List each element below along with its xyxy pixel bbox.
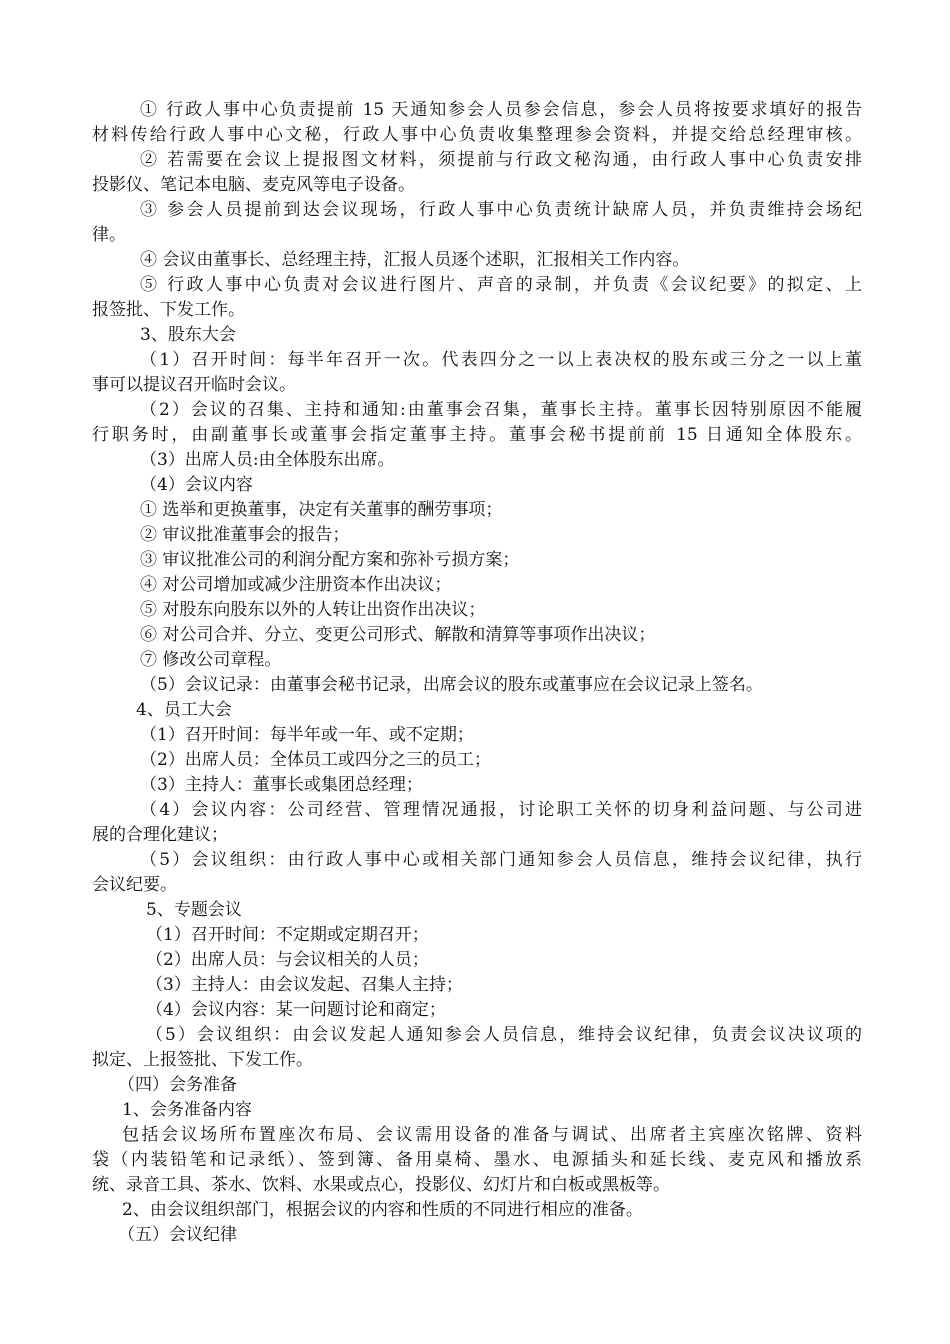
- text-line: （2）出席人员：全体员工或四分之三的员工；: [140, 750, 491, 770]
- text-line: ④ 会议由董事长、总经理主持，汇报人员逐个述职，汇报相关工作内容。: [140, 250, 690, 270]
- text-line: 袋（内装铅笔和记录纸）、签到簿、备用桌椅、墨水、电源插头和延长线、麦克风和播放系: [92, 1150, 862, 1170]
- text-line: 材料传给行政人事中心文秘，行政人事中心负责收集整理参会资料，并提交给总经理审核。: [92, 125, 862, 145]
- text-line: 会议纪要。: [92, 875, 177, 895]
- text-line: （5）会议记录：由董事会秘书记录，出席会议的股东或董事应在会议记录上签名。: [140, 675, 763, 695]
- text-line: （1）召开时间：每半年召开一次。代表四分之一以上表决权的股东或三分之一以上董: [140, 350, 862, 370]
- text-line: ① 行政人事中心负责提前 15 天通知参会人员参会信息，参会人员将按要求填好的报告: [140, 100, 862, 120]
- list-item: ④ 对公司增加或减少注册资本作出决议；: [140, 575, 452, 595]
- text-line: （4）会议内容: [140, 475, 253, 495]
- text-line: 2、由会议组织部门，根据会议的内容和性质的不同进行相应的准备。: [122, 1200, 643, 1220]
- section-heading: 1、会务准备内容: [122, 1100, 252, 1120]
- text-line: （3）出席人员:由全体股东出席。: [140, 450, 395, 470]
- text-line: 统、录音工具、茶水、饮料、水果或点心，投影仪、幻灯片和白板或黑板等。: [92, 1175, 670, 1195]
- text-line: 展的合理化建议；: [92, 825, 228, 845]
- text-line: ③ 参会人员提前到达会议现场，行政人事中心负责统计缺席人员，并负责维持会场纪: [140, 200, 862, 220]
- list-item: ⑦ 修改公司章程。: [140, 650, 282, 670]
- text-line: 律。: [92, 225, 126, 245]
- list-item: ⑥ 对公司合并、分立、变更公司形式、解散和清算等事项作出决议；: [140, 625, 656, 645]
- section-heading: （四）会务准备: [118, 1075, 237, 1095]
- text-line: （5）会议组织：由会议发起人通知参会人员信息，维持会议纪律，负责会议决议项的: [146, 1025, 862, 1045]
- text-line: （2）会议的召集、主持和通知:由董事会召集，董事长主持。董事长因特别原因不能履: [140, 400, 862, 420]
- text-line: ⑤ 行政人事中心负责对会议进行图片、声音的录制，并负责《会议纪要》的拟定、上: [140, 275, 862, 295]
- section-heading: （五）会议纪律: [118, 1225, 237, 1245]
- text-line: 拟定、上报签批、下发工作。: [92, 1050, 313, 1070]
- text-line: 事可以提议召开临时会议。: [92, 375, 296, 395]
- text-line: 包括会议场所布置座次布局、会议需用设备的准备与调试、出席者主宾座次铭牌、资料: [122, 1125, 862, 1145]
- list-item: ③ 审议批准公司的利润分配方案和弥补亏损方案；: [140, 550, 520, 570]
- text-line: （4）会议内容：公司经营、管理情况通报，讨论职工关怀的切身利益问题、与公司进: [140, 800, 862, 820]
- list-item: ② 审议批准董事会的报告；: [140, 525, 350, 545]
- list-item: ① 选举和更换董事，决定有关董事的酬劳事项；: [140, 500, 503, 520]
- text-line: （3）主持人：由会议发起、召集人主持；: [146, 975, 463, 995]
- section-heading: 5、专题会议: [146, 900, 242, 920]
- text-line: 投影仪、笔记本电脑、麦克风等电子设备。: [92, 175, 415, 195]
- list-item: ⑤ 对股东向股东以外的人转让出资作出决议；: [140, 600, 486, 620]
- text-line: （1）召开时间：每半年或一年、或不定期；: [140, 725, 474, 745]
- text-line: （3）主持人：董事长或集团总经理；: [140, 775, 423, 795]
- section-heading: 4、员工大会: [136, 700, 232, 720]
- text-line: 报签批、下发工作。: [92, 300, 245, 320]
- text-line: （2）出席人员：与会议相关的人员；: [146, 950, 429, 970]
- text-line: ② 若需要在会议上提报图文材料，须提前与行政文秘沟通，由行政人事中心负责安排: [140, 150, 862, 170]
- section-heading: 3、股东大会: [140, 325, 236, 345]
- text-line: 行职务时，由副董事长或董事会指定董事主持。董事会秘书提前前 15 日通知全体股东。: [92, 425, 862, 445]
- text-line: （5）会议组织：由行政人事中心或相关部门通知参会人员信息，维持会议纪律，执行: [140, 850, 862, 870]
- text-line: （1）召开时间：不定期或定期召开；: [146, 925, 429, 945]
- text-line: （4）会议内容：某一问题讨论和商定；: [146, 1000, 446, 1020]
